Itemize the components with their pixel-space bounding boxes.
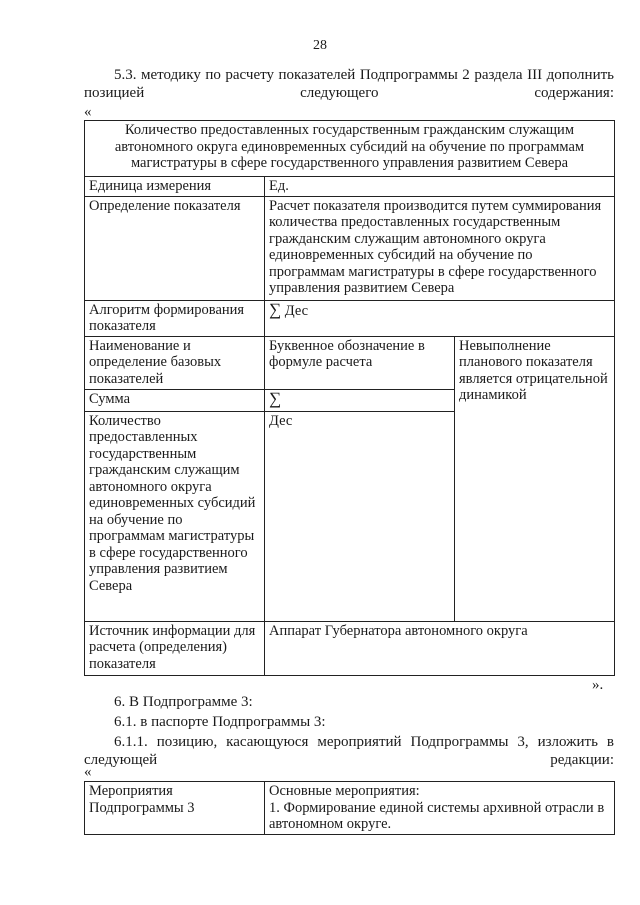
measures-table	[84, 781, 615, 835]
letter-designation-header: Буквенное обозначение в формуле расчета	[265, 336, 455, 389]
item-6-1-1: 6.1.1. позицию, касающуюся мероприятий Подпрограммы 3, изложить в следующей редакции:	[84, 734, 614, 768]
definition-label: Определение показателя	[85, 196, 265, 300]
count-symbol: Дес	[265, 411, 455, 621]
amendment-intro: 5.3. методику по расчету показателей Подпрограммы 2 раздела III дополнить позицией следующего содержания:	[84, 67, 614, 101]
algorithm-label: Алгоритм формирования показателя	[85, 300, 265, 336]
sum-symbol: ∑	[269, 299, 282, 319]
dynamics-note: Невыполнение планового показателя является отрицательной динамикой	[455, 336, 615, 621]
page-number: 28	[313, 38, 327, 53]
close-quote: ».	[592, 677, 604, 693]
base-indicators-label: Наименование и определение базовых показателей	[85, 336, 265, 389]
algorithm-formula	[265, 300, 615, 336]
sum-label: Сумма	[85, 389, 265, 411]
unit-label: Единица измерения	[85, 177, 265, 197]
definition-value: Расчет показателя производится путем суммирования количества предоставленных государственным гражданским служащим автономного округа единовременных субсидий на обучение по программам магистратуры в сфере государственного управления развитием Севера	[265, 196, 615, 300]
source-label: Источник информации для расчета (определения) показателя	[85, 621, 265, 675]
indicator-table	[84, 120, 615, 676]
sum-symbol-cell: ∑	[265, 389, 455, 411]
unit-value: Ед.	[265, 177, 615, 197]
source-value: Аппарат Губернатора автономного округа	[265, 621, 615, 675]
measure-item-1: 1. Формирование единой системы архивной отрасли в автономном округе.	[269, 799, 605, 832]
measures-label: Мероприятия Подпрограммы 3	[85, 782, 265, 835]
measures-content	[265, 782, 615, 835]
item-6: 6. В Подпрограмме 3:	[114, 694, 253, 710]
main-measures-title: Основные мероприятия:	[269, 783, 420, 799]
open-quote: «	[84, 104, 92, 120]
algorithm-variable: Дес	[284, 302, 309, 319]
count-label: Количество предоставленных государственным гражданским служащим автономного округа единовременных субсидий на обучение по программам магистратуры в сфере государственного управления развитием Севера	[85, 411, 265, 621]
indicator-title: Количество предоставленных государственным гражданским служащим автономного округа единовременных субсидий на обучение по программам магистратуры в сфере государственного управления развитием Севера	[85, 121, 615, 177]
open-quote-2: «	[84, 764, 92, 780]
item-6-1: 6.1. в паспорте Подпрограммы 3:	[114, 714, 326, 730]
